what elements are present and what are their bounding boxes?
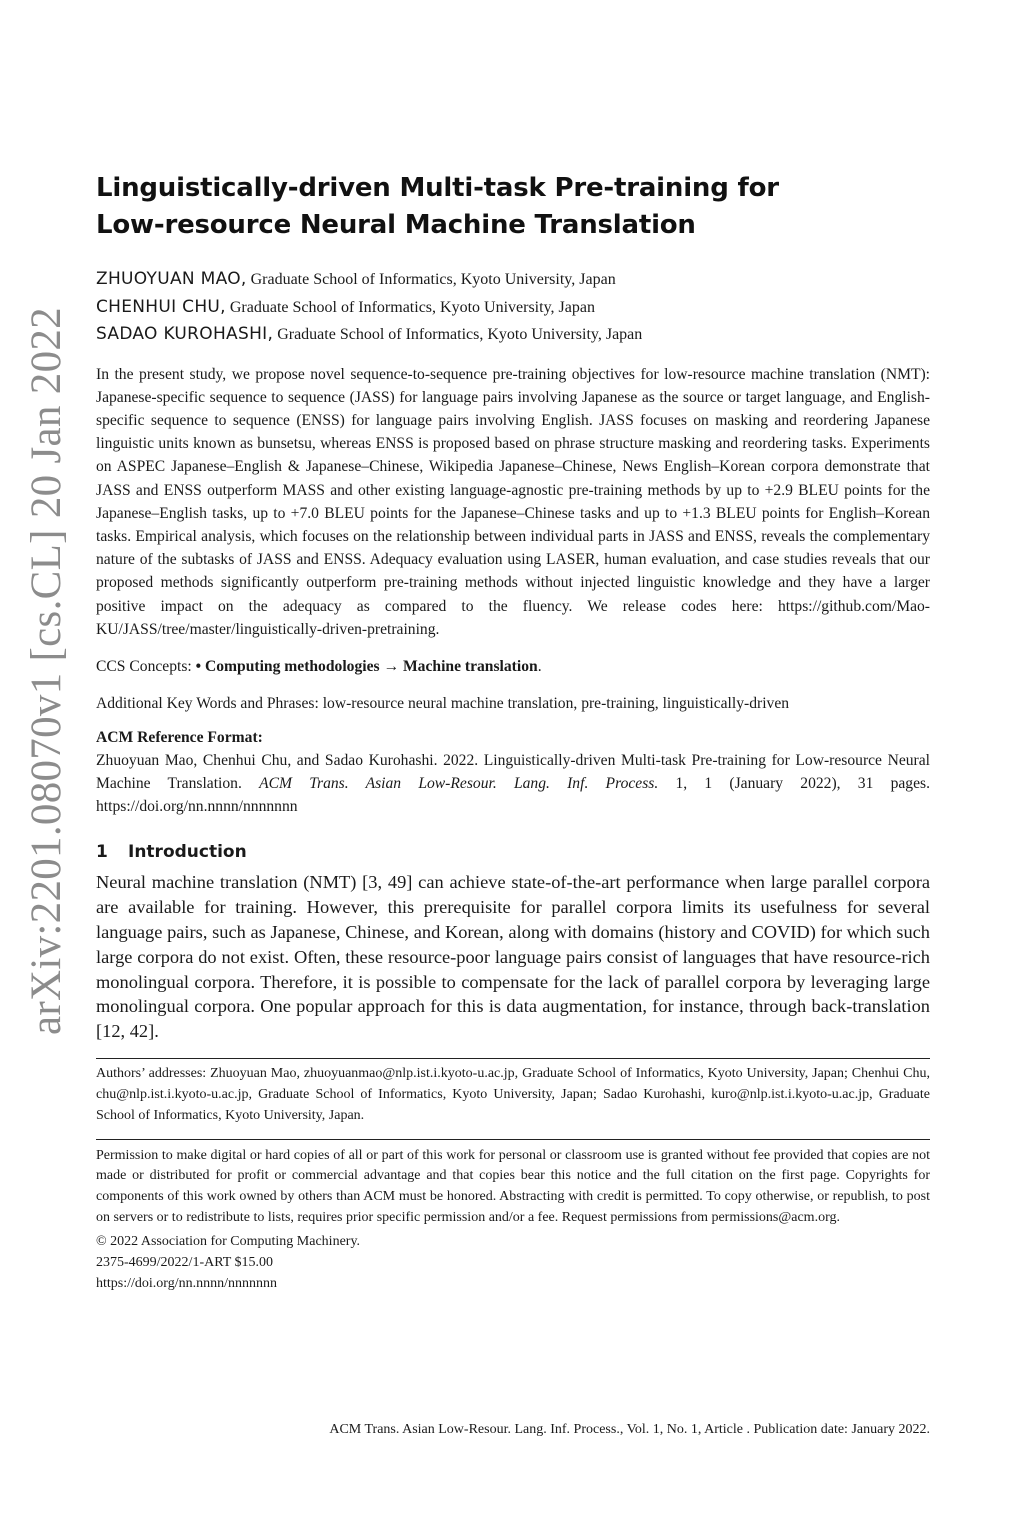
abstract: In the present study, we propose novel sequence-to-sequence pre-training objectives for low-resource machine translation (NMT): Japanese-specific sequence to sequence (JASS) for language pairs involving Japanese as the source or target language, and English-specific sequence to sequence (ENSS) for language pairs involving English. JASS focuses on masking and reordering Japanese linguistic units known as bunsetsu, whereas ENSS is proposed based on phrase structure masking and reordering tasks. Experiments on ASPEC Japanese–English & Japanese–Chinese, Wikipedia Japanese–Chinese, News English–Korean corpora demonstrate that JASS and ENSS outperform MASS and other existing language-agnostic pre-training methods by up to +2.9 BLEU points for the Japanese–English tasks, up to +7.0 BLEU points for the Japanese–Chinese tasks and up to +1.3 BLEU points for English–Korean tasks. Empirical analysis, which focuses on the relationship between individual parts in JASS and ENSS, reveals the complementary nature of the subtasks of JASS and ENSS. Adequacy evaluation using LASER, human evaluation, and case studies reveals that our proposed methods significantly outperform pre-training methods without injected linguistic knowledge and they have a larger positive impact on the adequacy as compared to the fluency. We release codes here: https://github.com/Mao-KU/JASS/tree/master/linguistically-driven-pretraining. (96, 365, 930, 638)
author-entry (96, 321, 930, 349)
author-name: SADAO KUROHASHI, (96, 324, 274, 344)
section-number: 1 (96, 841, 108, 862)
author-addresses: Authors’ addresses: Zhuoyuan Mao, zhuoyuanmao@nlp.ist.i.kyoto-u.ac.jp, Graduate School of Informatics, Kyoto University, Japan; Chenhui Chu, chu@nlp.ist.i.kyoto-u.ac.jp, Graduate School of Informatics, Kyoto University, Japan; Sadao Kurohashi, kuro@nlp.ist.i.kyoto-u.ac.jp, Graduate School of Informatics, Kyoto University, Japan. (96, 1066, 930, 1123)
author-entry (96, 266, 930, 294)
author-affiliation: Graduate School of Informatics, Kyoto University, Japan (273, 326, 643, 343)
ccs-period: . (537, 657, 542, 675)
acm-reference-text: Zhuoyuan Mao, Chenhui Chu, and Sadao Kurohashi. 2022. Linguistically-driven Multi-task Pre-training for Low-resource Neural Machine Translation. (96, 751, 930, 792)
ccs-bullet: • (195, 657, 205, 675)
author-name: ZHUOYUAN MAO, (96, 269, 247, 289)
title-line-1: Linguistically-driven Multi-task Pre-training for (96, 173, 779, 203)
author-affiliation: Graduate School of Informatics, Kyoto University, Japan (225, 298, 595, 316)
ccs-concepts (96, 655, 930, 678)
ccs-label: CCS Concepts: (96, 657, 196, 675)
doi-link[interactable]: https://doi.org/nn.nnnn/nnnnnnn (96, 1275, 277, 1291)
footnote-divider (96, 1139, 930, 1140)
arxiv-identifier-stamp: arXiv:2201.08070v1 [cs.CL] 20 Jan 2022 (23, 307, 70, 1035)
paper-title (96, 170, 930, 244)
introduction-paragraph: Neural machine translation (NMT) [3, 49] can achieve state-of-the-art performance when large parallel corpora are available for training. However, this prerequisite for parallel corpora limits its usefulness for several language pairs, such as Japanese, Chinese, and Korean, along with domains (history and COVID) for which such large corpora do not exist. Often, these resource-poor language pairs consist of languages that have resource-rich monolingual corpora. Therefore, it is possible to compensate for the lack of parallel corpora by leveraging large monolingual corpora. One popular approach for this is data augmentation, for instance, through back-translation [12, 42]. (96, 871, 930, 1042)
author-entry (96, 294, 930, 322)
author-addresses-block (96, 1058, 930, 1126)
permission-block (96, 1139, 930, 1294)
acm-reference-heading: ACM Reference Format: (96, 728, 263, 746)
ccs-concept: Computing methodologies → Machine translation (205, 657, 538, 675)
title-line-2: Low-resource Neural Machine Translation (96, 210, 696, 240)
section-heading-introduction (96, 840, 930, 864)
author-name: CHENHUI CHU, (96, 296, 226, 317)
keywords: Additional Key Words and Phrases: low-resource neural machine translation, pre-training, linguistically-driven (96, 694, 790, 712)
acm-reference-venue: ACM Trans. Asian Low-Resour. Lang. Inf. Process. (259, 774, 659, 792)
section-title: Introduction (128, 841, 247, 862)
acm-reference (96, 749, 930, 818)
copyright-notice: © 2022 Association for Computing Machinery. (96, 1233, 361, 1249)
paper-first-page (96, 170, 930, 1294)
permission-notice: Permission to make digital or hard copies of all or part of this work for personal or classroom use is granted without fee provided that copies are not made or distributed for profit or commercial advantage and that copies bear this notice and the full citation on the first page. Copyrights for components of this work owned by others than ACM must be honored. Abstracting with credit is permitted. To copy otherwise, or republish, to post on servers or to redistribute to lists, requires prior specific permission and/or a fee. Request permissions from permissions@acm.org. (96, 1147, 930, 1226)
acm-reference-details: 1, 1 (January 2022), 31 pages. https://doi.org/nn.nnnn/nnnnnnn (96, 774, 930, 815)
author-list (96, 266, 930, 349)
author-affiliation: Graduate School of Informatics, Kyoto University, Japan (246, 271, 616, 288)
issn-price: 2375-4699/2022/1-ART $15.00 (96, 1254, 274, 1270)
footnote-divider (96, 1058, 930, 1059)
running-footer: ACM Trans. Asian Low-Resour. Lang. Inf. Process., Vol. 1, No. 1, Article . Publication date: January 2022. (329, 1422, 930, 1437)
